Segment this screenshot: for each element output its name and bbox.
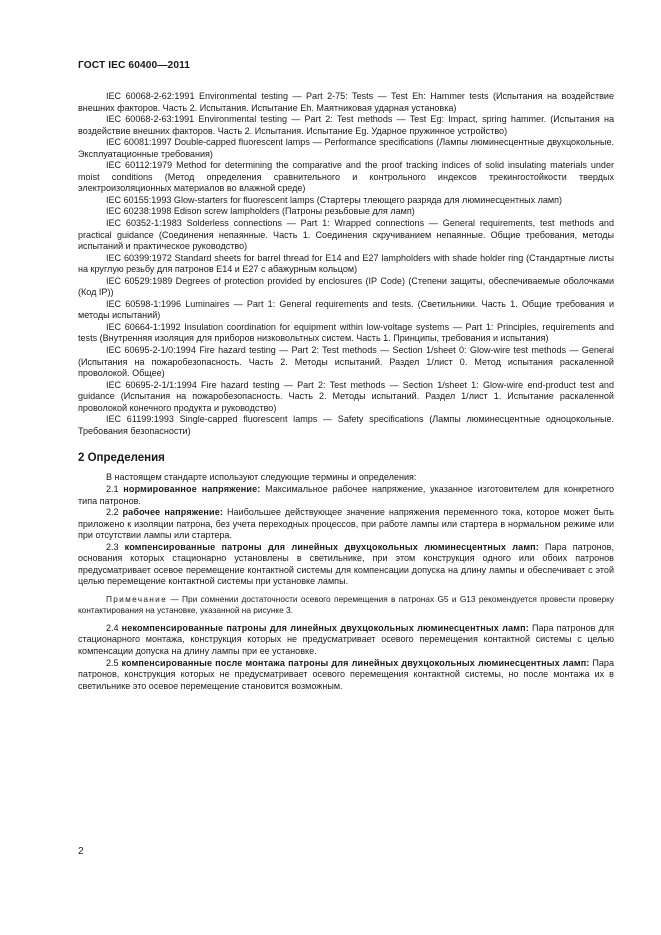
definition-2-5	[78, 658, 614, 693]
definition-2-3	[78, 542, 614, 588]
note	[78, 594, 614, 616]
note-text: — При сомнении достаточности осевого перемещения в патронах G5 и G13 рекомендуется провести проверку контактирования на установке, указанной на рисунке 3.	[78, 593, 614, 615]
reference-item: IEC 60352-1:1983 Solderless connections — Part 1: Wrapped connections — General requirements, test methods and practical guidance (Соединения непаянные. Часть 1. Соединения скручиванием непаянные. Общие требования, методы испытаний и практическое руководство)	[78, 218, 614, 252]
reference-item: IEC 60068-2-63:1991 Environmental testing — Part 2: Test methods — Test Eg: Impact, spring hammer. (Испытания на воздействие внешних факторов. Часть 2. Испытания. Испытание Eg. Ударное пружинное устройство)	[78, 114, 614, 136]
section-intro: В настоящем стандарте используют следующие термины и определения:	[106, 472, 417, 483]
definition-term: рабочее напряжение:	[122, 507, 224, 518]
reference-item: IEC 60664-1:1992 Insulation coordination for equipment within low-voltage systems — Part 1: Principles, requirements and tests (Внутренняя изоляция для приборов низковольтных систем. Часть 1. Принципы, требования и испытания)	[78, 321, 614, 344]
definition-2-4	[78, 623, 614, 658]
reference-item: IEC 60529:1989 Degrees of protection provided by enclosures (IP Code) (Степени защиты, обеспечиваемые оболочками (Код IP))	[78, 275, 614, 298]
definition-term: компенсированные после монтажа патроны для линейных двухцокольных люминесцентных ламп:	[121, 657, 590, 668]
reference-item: IEC 60068-2-62:1991 Environmental testing — Part 2-75: Tests — Test Eh: Hammer tests (Испытания на воздействие внешних факторов. Часть 2. Испытания. Испытание Eh. Маятниковая ударная установка)	[78, 91, 614, 113]
reference-item: IEC 60155:1993 Glow-starters for fluorescent lamps (Стартеры тлеющего разряда для люминесцентных ламп)	[106, 194, 563, 205]
reference-item: IEC 60112:1979 Method for determining the comparative and the proof tracking indices of solid insulating materials under moist conditions (Метод определения сравнительного и контрольного индексов трекингостойкости твердых электроизоляционных материалов во влажной среде)	[78, 160, 614, 194]
definition-number: 2.5	[106, 657, 119, 668]
page-number: 2	[78, 846, 84, 857]
definition-2-2	[78, 507, 614, 542]
definition-number: 2.3	[106, 541, 119, 552]
reference-item: IEC 60238:1998 Edison screw lampholders (Патроны резьбовые для ламп)	[106, 206, 415, 217]
definition-text: Пара патронов, конструкция которых не предусматривает осевого перемещения контактной системы, но после монтажа их в светильнике это осевое перемещение становится возможным.	[78, 657, 614, 691]
reference-item: IEC 61199:1993 Single-capped fluorescent lamps — Safety specifications (Лампы люминесцентные одноцокольные. Требования безопасности)	[78, 414, 614, 436]
definition-2-1	[78, 484, 614, 507]
definition-text: Наибольшее действующее значение напряжения переменного тока, которое может быть приложено к изоляции патрона, без учета переходных процессов, при работе лампы или стартера в нормальном режиме или при отсутствии лампы или стартера.	[78, 507, 615, 541]
definition-number: 2.2	[106, 507, 119, 518]
reference-item: IEC 60695-2-1/0:1994 Fire hazard testing — Part 2: Test methods — Section 1/sheet 0: Glow-wire test methods — General (Испытания на пожаробезопасность. Часть 2. Методы испытаний. Раздел 1/лист 0. Метод испытания раскаленной проволокой. Общее)	[78, 345, 614, 379]
reference-item: IEC 60598-1:1996 Luminaires — Part 1: General requirements and tests. (Светильники. Часть 1. Общие требования и методы испытаний)	[78, 298, 614, 321]
section-heading: 2 Определения	[78, 452, 165, 465]
definition-text: Пара патронов, основания которых стационарно установлены в светильнике, при этом конструкция одного или обоих патронов предусматривает осевое перемещение контактной системы для компенсации допуска на длину лампы и обеспечивает с этой целью перемещение контактной системы при установке лампы.	[78, 541, 615, 587]
note-label: Примечание	[106, 593, 168, 604]
reference-item: IEC 60695-2-1/1:1994 Fire hazard testing — Part 2: Test methods — Section 1/sheet 1: Glow-wire end-product test and guidance (Испытания на пожаробезопасность. Часть 2. Методы испытаний. Раздел 1/лист 1. Испытание раскаленной проволокой конечного продукта и руководство)	[78, 379, 614, 413]
definition-text: Максимальное рабочее напряжение, указанное изготовителем для конкретного типа патронов.	[78, 483, 614, 506]
definition-number: 2.1	[106, 483, 119, 494]
definition-text: Пара патронов для стационарного монтажа, конструкция которых не предусматривает осевого перемещения контактной системы с целью компенсации допуска на длину лампы при ее установке.	[78, 622, 614, 656]
definition-term: компенсированные патроны для линейных двухцокольных люминесцентных ламп:	[124, 541, 539, 552]
document-header: ГОСТ IEC 60400—2011	[78, 60, 191, 71]
reference-item: IEC 60399:1972 Standard sheets for barrel thread for E14 and E27 lampholders with shade holder ring (Стандартные листы на круглую резьбу для патронов E14 и E27 с абажурным кольцом)	[78, 252, 614, 275]
definition-term: нормированное напряжение:	[123, 483, 261, 494]
reference-item: IEC 60081:1997 Double-capped fluorescent lamps — Performance specifications (Лампы люминесцентные двухцокольные. Эксплуатационные требования)	[78, 137, 614, 159]
page-content	[78, 91, 614, 692]
definition-number: 2.4	[106, 622, 119, 633]
definition-term: некомпенсированные патроны для линейных двухцокольных люминесцентных ламп:	[121, 622, 529, 633]
